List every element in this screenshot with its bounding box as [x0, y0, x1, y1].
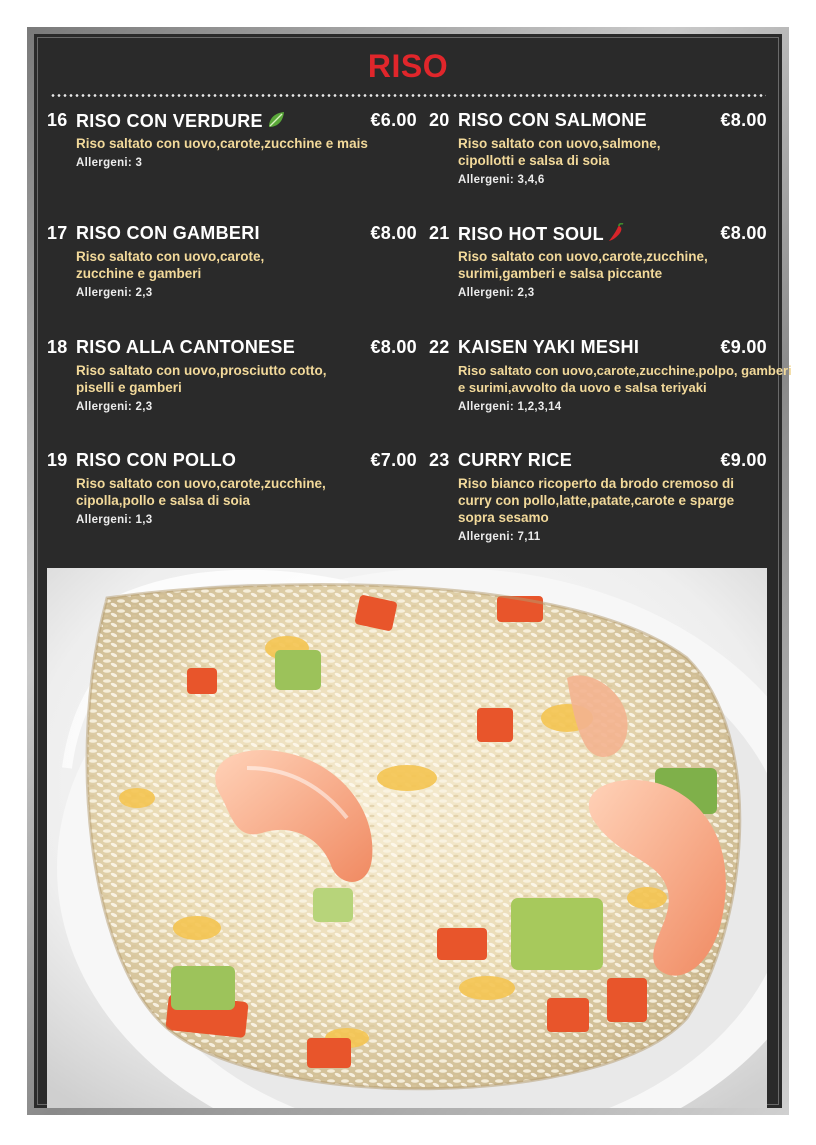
item-price: €9.00 [720, 450, 767, 470]
menu-panel [34, 34, 792, 1108]
item-description: Riso saltato con uovo,carote,zucchine, cipolla,pollo e salsa di soia [76, 476, 326, 508]
item-number: 16 [47, 110, 68, 130]
item-number: 19 [47, 450, 68, 470]
menu-item-20 [429, 110, 767, 186]
item-number: 18 [47, 337, 68, 357]
menu-item-23 [429, 450, 767, 543]
item-name: CURRY RICE [458, 450, 573, 470]
item-description: Riso saltato con uovo,prosciutto cotto, piselli e gamberi [76, 363, 327, 395]
fried-rice-photo [47, 568, 767, 1108]
item-allergens: Allergeni: 7,11 [458, 531, 541, 543]
item-number: 23 [429, 450, 450, 470]
item-price: €7.00 [370, 450, 417, 470]
chili-icon [607, 223, 625, 248]
menu-item-17 [47, 223, 417, 299]
item-name: RISO ALLA CANTONESE [76, 337, 296, 357]
menu-item-18 [47, 337, 417, 413]
item-name: RISO CON SALMONE [458, 110, 647, 130]
section-title: RISO [367, 48, 449, 84]
item-name: RISO CON VERDURE [76, 110, 286, 135]
dotted-divider [50, 94, 766, 97]
item-description: Riso saltato con uovo,carote,zucchine, surimi,gamberi e salsa piccante [458, 249, 708, 281]
item-name: KAISEN YAKI MESHI [458, 337, 640, 357]
item-name: RISO HOT SOUL [458, 223, 625, 248]
item-allergens: Allergeni: 2,3 [458, 287, 535, 299]
item-name: RISO CON GAMBERI [76, 223, 260, 243]
item-name: RISO CON POLLO [76, 450, 237, 470]
item-number: 21 [429, 223, 450, 243]
item-description: Riso saltato con uovo,carote,zucchine e mais [76, 136, 368, 151]
menu-item-21 [429, 223, 767, 299]
item-allergens: Allergeni: 3,4,6 [458, 174, 545, 186]
item-price: €9.00 [720, 337, 767, 357]
item-allergens: Allergeni: 2,3 [76, 401, 153, 413]
item-number: 22 [429, 337, 450, 357]
item-description: Riso saltato con uovo,salmone, cipollotti e salsa di soia [458, 136, 661, 168]
item-allergens: Allergeni: 1,2,3,14 [458, 401, 562, 413]
item-price: €8.00 [720, 223, 767, 243]
menu-item-16 [47, 110, 417, 169]
item-allergens: Allergeni: 3 [76, 157, 143, 169]
item-allergens: Allergeni: 1,3 [76, 514, 153, 526]
menu-item-22 [429, 337, 792, 413]
item-allergens: Allergeni: 2,3 [76, 287, 153, 299]
item-price: €8.00 [370, 223, 417, 243]
item-price: €8.00 [370, 337, 417, 357]
item-number: 20 [429, 110, 450, 130]
leaf-icon [266, 110, 286, 135]
item-description: Riso saltato con uovo,carote, zucchine e gamberi [76, 249, 265, 281]
menu-item-19 [47, 450, 417, 526]
item-description: Riso saltato con uovo,carote,zucchine,polpo, gamberi e surimi,avvolto da uovo e salsa teriyaki [458, 363, 792, 395]
item-number: 17 [47, 223, 68, 243]
item-price: €6.00 [370, 110, 417, 130]
item-description: Riso bianco ricoperto da brodo cremoso di curry con pollo,latte,patate,carote e sparge sopra sesamo [458, 476, 735, 525]
item-price: €8.00 [720, 110, 767, 130]
menu-page [27, 27, 792, 1115]
